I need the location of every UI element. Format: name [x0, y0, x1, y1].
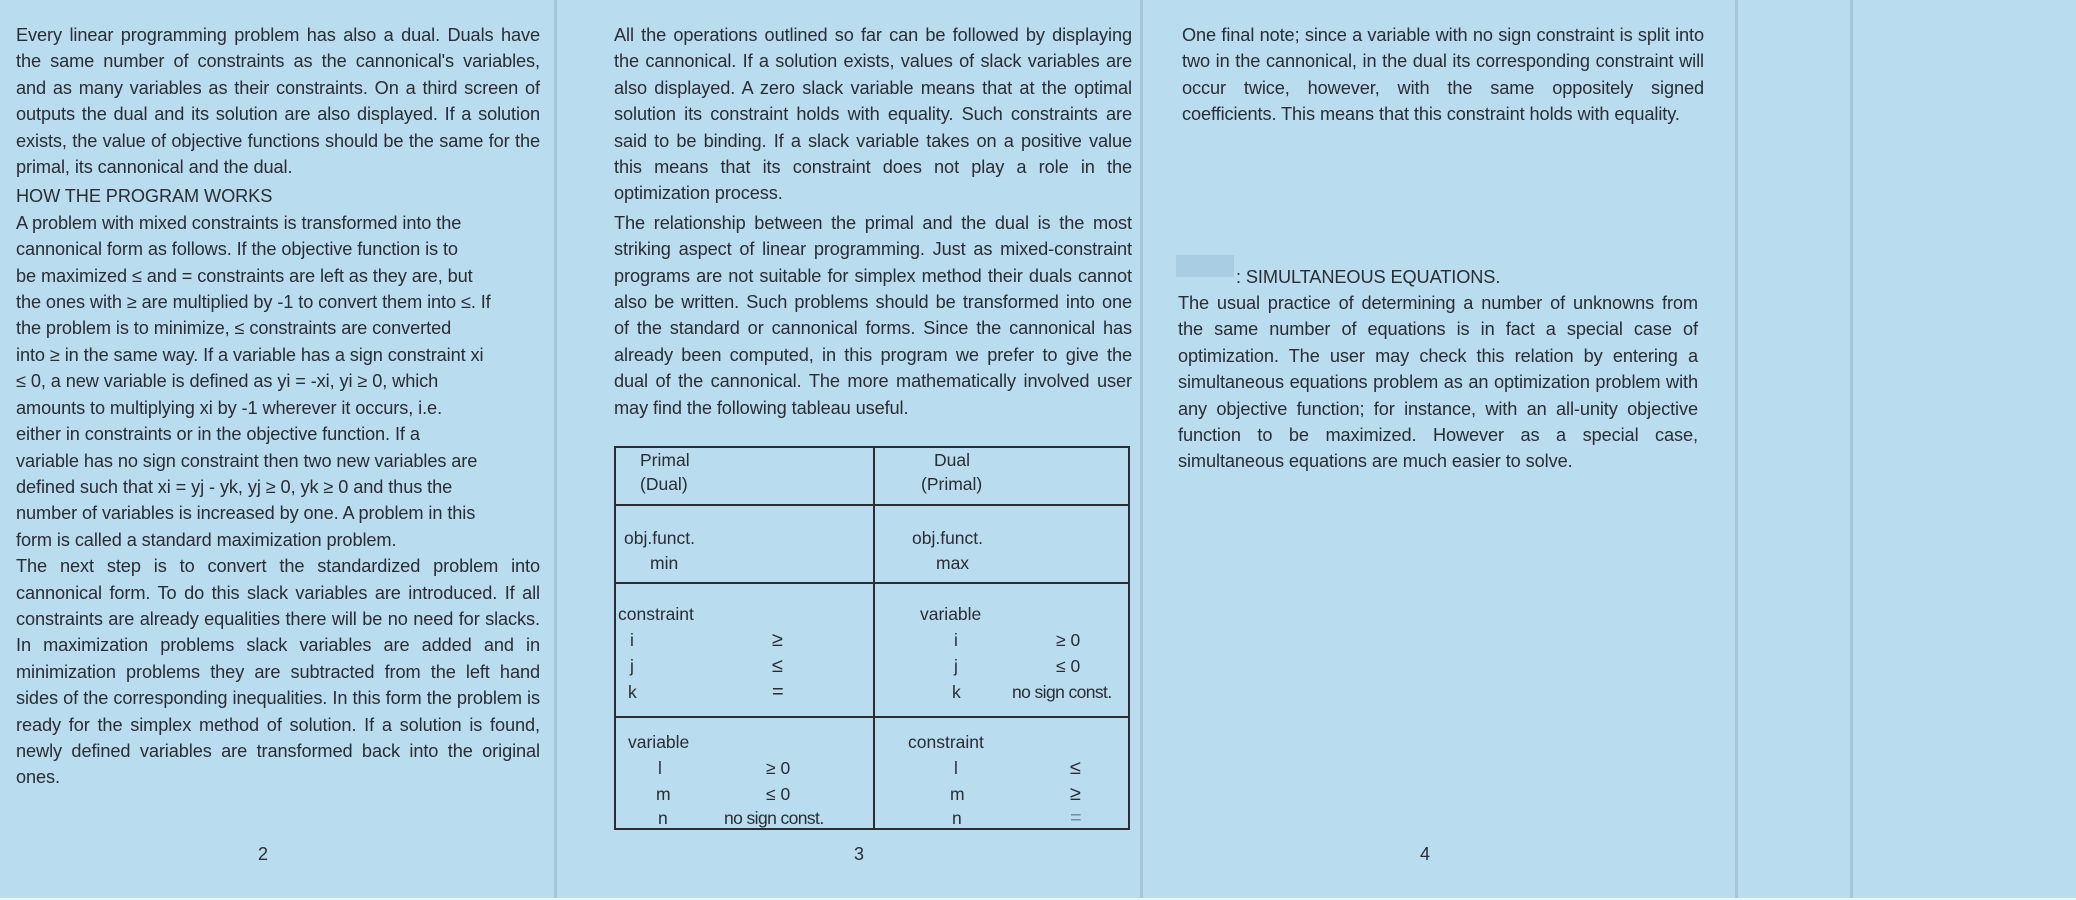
slack-paragraph: All the operations outlined so far can be followed by displaying the cannonical. If a solution exists, values of slack variables are also displayed. A zero slack variable means that at the optimal solution its constraint holds with equality. Such constraints are said to be binding. If a slack variable takes on a positive value this means that its constraint does not play a role in the optimization process.	[614, 25, 1132, 204]
row-index: n	[952, 808, 962, 828]
text-line: be maximized ≤ and = constraints are left as they are, but	[16, 265, 473, 286]
objective-right: obj.funct.	[912, 528, 984, 548]
text-line: the problem is to minimize, ≤ constraints are converted	[16, 318, 452, 339]
text-line: defined such that xi = yj - yk, yj ≥ 0, yk ≥ 0 and thus the	[16, 476, 453, 497]
constraint-label: constraint	[908, 732, 984, 752]
cannonical-paragraph: The next step is to convert the standardized problem into cannonical form. To do this slack variables are introduced. If all constraints are already equalities there will be no need for slacks. In maximization problems slack variables are added and in minimization problems they are subtracted from the left hand sides of the corresponding inequalities. In this form the problem is ready for the simplex method of solution. If a solution is found, newly defined variables are transformed back into the original ones.	[16, 556, 540, 788]
sign-condition: ≤ 0	[1056, 656, 1081, 676]
row-index: l	[954, 758, 958, 778]
transform-paragraph	[16, 210, 540, 553]
text-line: variable has no sign constraint then two new variables are	[16, 450, 478, 471]
sign-condition: ≥ 0	[766, 758, 791, 778]
relation-symbol: =	[1070, 807, 1082, 829]
header-dual-sub: (Primal)	[921, 474, 983, 494]
sign-condition: ≥ 0	[1056, 630, 1081, 650]
constraint-label: constraint	[618, 604, 694, 624]
relation-symbol: ≥	[772, 629, 783, 651]
row-index: n	[658, 808, 668, 828]
objective-left-sense: min	[650, 553, 679, 573]
sign-condition: no sign const.	[724, 808, 824, 828]
relation-symbol: =	[772, 681, 784, 703]
text-line: the ones with ≥ are multiplied by -1 to convert them into ≤. If	[16, 292, 491, 313]
panel-left	[16, 22, 540, 791]
row-index: k	[952, 682, 961, 702]
header-primal-sub: (Dual)	[640, 474, 688, 494]
row-index: i	[954, 630, 958, 650]
sign-condition: no sign const.	[1012, 682, 1112, 702]
text-line: number of variables is increased by one. A problem in this	[16, 503, 476, 524]
panel-right	[1182, 22, 1704, 128]
text-line: form is called a standard maximization problem.	[16, 529, 397, 550]
row-index: k	[628, 682, 637, 702]
row-index: j	[954, 656, 958, 676]
fold-line	[1850, 0, 1853, 898]
simultaneous-paragraph: The usual practice of determining a number of unknowns from the same number of equations is in fact a special case of optimization. The user may check this relation by entering a simultaneous equations problem as an optimization problem with any objective function; for instance, with an all-unity objective function to be maximized. However as a special case, simultaneous equations are much easier to solve.	[1178, 293, 1698, 472]
header-dual: Dual	[934, 450, 970, 470]
panel-middle	[614, 22, 1132, 421]
intro-paragraph: Every linear programming problem has also a dual. Duals have the same number of constraints as the cannonical's variables, and as many variables as their constraints. On a third screen of outputs the dual and its solution are also displayed. If a solution exists, the value of objective functions should be the same for the primal, its cannonical and the dual.	[16, 25, 540, 178]
relation-symbol: ≤	[1070, 757, 1081, 779]
row-index: j	[630, 656, 634, 676]
simultaneous-section	[1178, 290, 1698, 475]
text-line: into ≥ in the same way. If a variable has a sign constraint xi	[16, 344, 484, 365]
sign-condition: ≤ 0	[766, 784, 791, 804]
simultaneous-heading: : SIMULTANEOUS EQUATIONS.	[1236, 267, 1501, 287]
dual-paragraph: The relationship between the primal and the dual is the most striking aspect of linear programming. Just as mixed-constraint programs are not suitable for simplex method their duals cannot also be written. Such problems should be transformed into one of the standard or cannonical forms. Since the cannonical has already been computed, in this program we prefer to give the dual of the cannonical. The more mathematically involved user may find the following tableau useful.	[614, 212, 1132, 418]
final-note-paragraph: One final note; since a variable with no sign constraint is split into two in the cannonical, in the dual its corresponding constraint will occur twice, however, with the same oppositely signed coefficients. This means that this constraint holds with equality.	[1182, 25, 1704, 125]
page-number: 4	[1420, 844, 1431, 864]
table-divider	[616, 582, 1128, 584]
variable-label: variable	[628, 732, 690, 752]
text-line: either in constraints or in the objective function. If a	[16, 424, 420, 445]
table-divider	[616, 716, 1128, 718]
section-heading: HOW THE PROGRAM WORKS	[16, 186, 273, 207]
row-index: m	[656, 784, 671, 804]
text-line: ≤ 0, a new variable is defined as yi = -xi, yi ≥ 0, which	[16, 371, 439, 392]
fold-line	[554, 0, 557, 898]
relation-symbol: ≥	[1070, 783, 1081, 805]
row-index: l	[658, 758, 662, 778]
text-line: cannonical form as follows. If the objective function is to	[16, 239, 458, 260]
primal-dual-tableau	[614, 446, 1130, 830]
fold-line	[1735, 0, 1738, 898]
objective-left: obj.funct.	[624, 528, 696, 548]
header-primal: Primal	[640, 450, 690, 470]
row-index: m	[950, 784, 965, 804]
page-number: 2	[258, 844, 269, 864]
text-line: A problem with mixed constraints is transformed into the	[16, 212, 462, 233]
page-number: 3	[854, 844, 865, 864]
variable-label: variable	[920, 604, 982, 624]
relation-symbol: ≤	[772, 655, 783, 677]
text-line: amounts to multiplying xi by -1 wherever it occurs, i.e.	[16, 397, 443, 418]
table-divider	[616, 504, 1128, 506]
smudge-mark	[1176, 255, 1234, 277]
objective-right-sense: max	[936, 553, 970, 573]
fold-line	[1140, 0, 1143, 898]
row-index: i	[630, 630, 634, 650]
